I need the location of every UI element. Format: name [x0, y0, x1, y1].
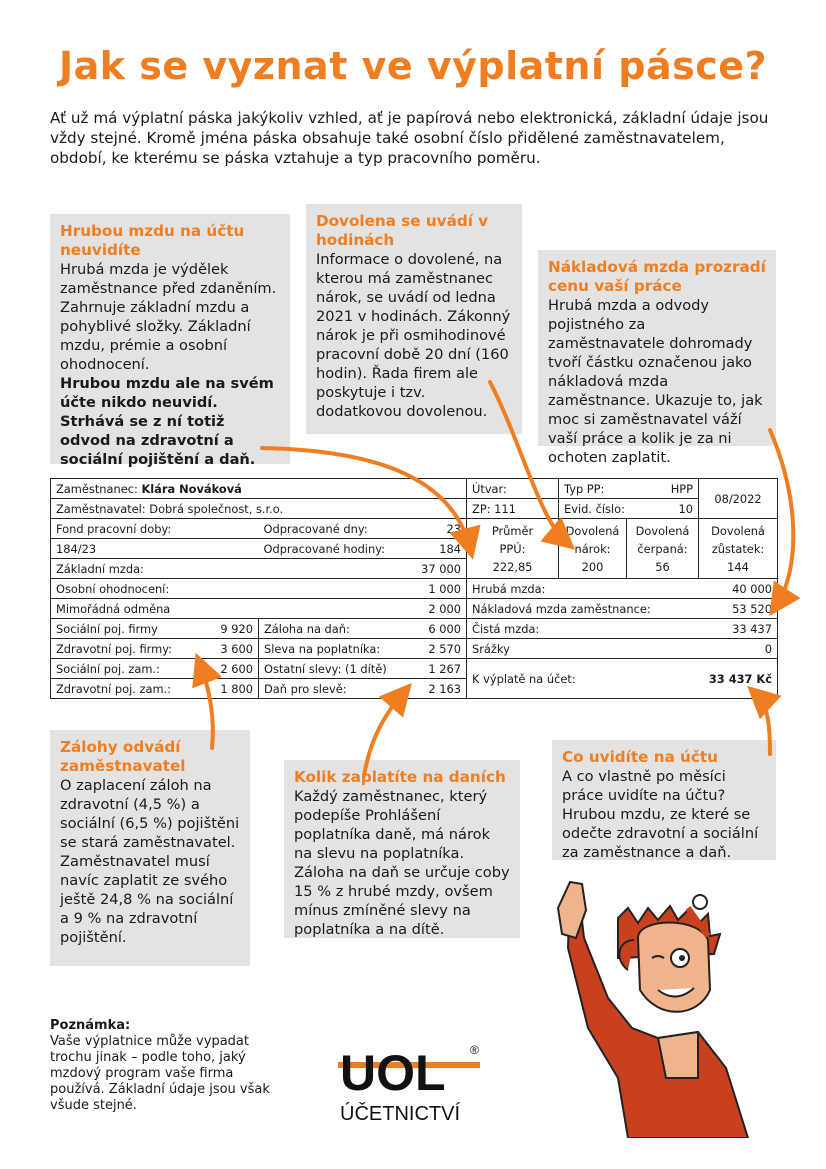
empty-cell: [207, 519, 259, 539]
logo-mark: [338, 1038, 488, 1128]
box-heading: Zálohy odvádí zaměstnavatel: [60, 738, 186, 775]
gross-salary-label: Hrubá mzda:: [467, 579, 699, 599]
net-salary-label: Čistá mzda:: [467, 619, 699, 639]
average-value: 222,85: [492, 559, 533, 574]
page-title: Jak se vyznat ve výplatní pásce?: [58, 44, 768, 88]
payout-label: K výplatě na účet:: [467, 659, 699, 699]
box-text: Každý zaměstnanec, který podepíše Prohlášení poplatníka daně, má nárok na slevu na poplatníka. Záloha na daň se určuje coby 15 % z hrubé mzdy, ovšem mínus zmíněné slevy na poplatníka a na dítě.: [294, 788, 510, 938]
mascot-illustration: [548, 878, 788, 1138]
tax-after-discount-value: 2 163: [409, 679, 467, 699]
fund-label: Fond pracovní doby:: [51, 519, 207, 539]
vacation-remaining-value: 144: [727, 559, 749, 574]
box-text: Informace o dovolené, na kterou má zaměstnanec nárok, se uvádí od ledna 2021 v hodinách. Zákonný nárok je při osmihodinové pracovní době 20 dní (160 hodin). Řada firem ale poskytuje i tzv. dodatkovou dovolenou.: [316, 251, 511, 420]
vacation-label-1: Dovolená: [635, 523, 690, 538]
box-text: A co vlastně po měsíci práce uvidíte na účtu? Hrubou mzdu, ze které se odečte zdravotní a sociální za zaměstnance a daň.: [562, 768, 759, 861]
tax-after-discount-label: Daň pro slevě:: [259, 679, 409, 699]
box-text: O zaplacení záloh na zdravotní (4,5 %) a sociální (6,5 %) pojištěni se stará zaměstnavatel. Zaměstnavatel musí navíc zaplatit ze svého ještě 24,8 % na sociální a 9 % na zdravotní pojištění.: [60, 777, 240, 946]
cost-wage-label: Nákladová mzda zaměstnance:: [467, 599, 699, 619]
base-salary-value: 37 000: [409, 559, 467, 579]
vacation-entitlement-cell: [559, 519, 627, 579]
fund-value: 184/23: [51, 539, 207, 559]
taxpayer-discount-value: 2 570: [409, 639, 467, 659]
deductions-label: Srážky: [467, 639, 699, 659]
other-discounts-label: Ostatní slevy: (1 dítě): [259, 659, 409, 679]
vacation-label-2: nárok:: [574, 541, 611, 556]
vacation-label-2: čerpaná:: [637, 541, 688, 556]
box-heading: Co uvidíte na účtu: [562, 748, 718, 766]
logo-subtitle: ÚČETNICTVÍ: [340, 1103, 460, 1125]
vacation-label-1: Dovolená: [711, 523, 765, 538]
social-employee-value: 2 600: [207, 659, 259, 679]
vacation-label-2: zůstatek:: [711, 541, 765, 556]
evid-label: Evid. číslo:: [559, 499, 627, 519]
box-heading: Hrubou mzdu na účtu neuvidíte: [60, 222, 245, 259]
employer-cell: Zaměstnavatel: Dobrá společnost, s.r.o.: [51, 499, 467, 519]
worked-days-label: Odpracované dny:: [259, 519, 409, 539]
deductions-value: 0: [699, 639, 778, 659]
department-cell: Útvar:: [467, 479, 559, 499]
box-heading: Kolik zaplatíte na daních: [294, 768, 506, 786]
contract-type-label: Typ PP:: [559, 479, 627, 499]
social-firm-value: 9 920: [207, 619, 259, 639]
period-cell: 08/2022: [699, 479, 778, 519]
health-employee-value: 1 800: [207, 679, 259, 699]
worked-hours-value: 184: [409, 539, 467, 559]
info-box-taxes: [284, 760, 520, 938]
employee-label: Zaměstnanec:: [56, 481, 138, 496]
note-heading: Poznámka:: [50, 1018, 131, 1033]
vacation-entitlement-value: 200: [581, 559, 604, 574]
info-box-cost-wage: [538, 250, 776, 466]
extra-bonus-value: 2 000: [409, 599, 467, 619]
payout-value: 33 437 Kč: [699, 659, 778, 699]
box-text: Hrubá mzda je výdělek zaměstnance před zdaněním. Zahrnuje základní mzdu a pohyblivé složky. Základní mzdu, prémie a osobní ohodnocení.: [60, 261, 277, 373]
taxpayer-discount-label: Sleva na poplatníka:: [259, 639, 409, 659]
box-heading: Dovolena se uvádí v hodinách: [316, 212, 489, 249]
social-employee-label: Sociální poj. zam.:: [51, 659, 207, 679]
employee-cell: [51, 479, 467, 499]
tax-advance-value: 6 000: [409, 619, 467, 639]
health-employee-label: Zdravotní poj. zam.:: [51, 679, 207, 699]
note: [50, 1018, 280, 1114]
worked-days-value: 23: [409, 519, 467, 539]
contract-type-value: HPP: [627, 479, 699, 499]
logo-brand: UOL: [340, 1045, 446, 1101]
uol-logo: [338, 1038, 488, 1128]
net-salary-value: 33 437: [699, 619, 778, 639]
vacation-remaining-cell: [699, 519, 778, 579]
info-box-gross-salary: [50, 214, 290, 468]
info-box-account: [552, 740, 776, 860]
evid-value: 10: [627, 499, 699, 519]
intro-paragraph: Ať už má výplatní páska jakýkoliv vzhled, ať je papírová nebo elektronická, základní údaje jsou vždy stejné. Kromě jména páska obsahuje také osobní číslo přidělené zaměstnavatelem, období, ke kterému se páska vztahuje a typ pracovního poměru.: [50, 109, 769, 167]
average-cell: [467, 519, 559, 579]
health-firm-label: Zdravotní poj. firmy:: [51, 639, 207, 659]
personal-bonus-label: Osobní ohodnocení:: [51, 579, 409, 599]
employee-name: Klára Nováková: [141, 481, 242, 496]
tax-advance-label: Záloha na daň:: [259, 619, 409, 639]
empty-cell: [207, 539, 259, 559]
box-heading: Nákladová mzda prozradí cenu vaší práce: [548, 258, 766, 295]
social-firm-label: Sociální poj. firmy: [51, 619, 207, 639]
box-text-bold: Hrubou mzdu ale na svém účte nikdo neuvidí. Strhává se z ní totiž odvod na zdravotní a sociální pojištění a daň.: [60, 375, 274, 468]
box-text: Hrubá mzda a odvody pojistného za zaměstnavatele dohromady tvoří částku označenou jako nákladová mzda zaměstnance. Ukazuje to, jak moc si zaměstnavatel váží vaší práce a kolik je za ni ochoten zaplatit.: [548, 297, 763, 466]
worked-hours-label: Odpracované hodiny:: [259, 539, 409, 559]
average-label-1: Průměr: [491, 523, 534, 538]
health-firm-value: 3 600: [207, 639, 259, 659]
info-box-advances: [50, 730, 250, 966]
vacation-label-1: Dovolená: [565, 523, 620, 538]
vacation-used-cell: [627, 519, 699, 579]
cost-wage-value: 53 520: [699, 599, 778, 619]
gross-salary-value: 40 000: [699, 579, 778, 599]
other-discounts-value: 1 267: [409, 659, 467, 679]
info-box-vacation: [306, 204, 522, 434]
average-label-2: PPÚ:: [499, 541, 526, 556]
personal-bonus-value: 1 000: [409, 579, 467, 599]
payslip-table: [50, 478, 778, 699]
logo-registered: ®: [470, 1043, 479, 1057]
insurance-cell: ZP: 111: [467, 499, 559, 519]
vacation-used-value: 56: [655, 559, 670, 574]
note-text: Vaše výplatnice může vypadat trochu jinak – podle toho, jaký mzdový program vaše firma používá. Základní údaje jsou však všude stejné.: [50, 1034, 270, 1113]
base-salary-label: Základní mzda:: [51, 559, 409, 579]
extra-bonus-label: Mimořádná odměna: [51, 599, 409, 619]
